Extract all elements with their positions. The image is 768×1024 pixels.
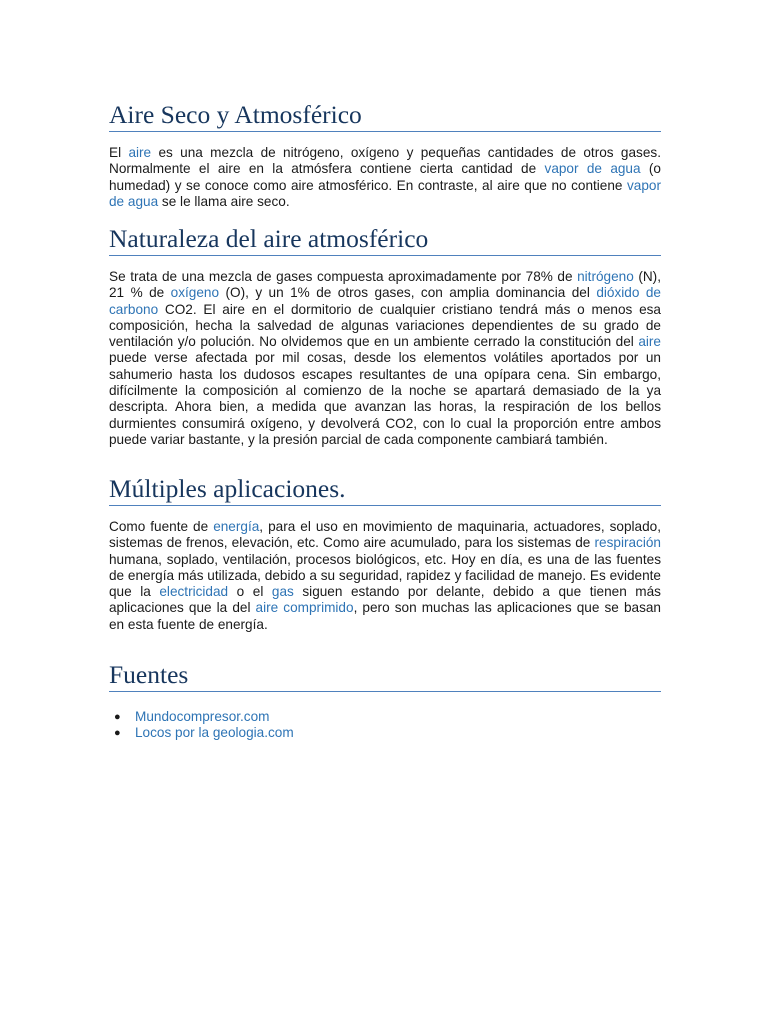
sources-list bbox=[109, 709, 661, 742]
paragraph-text: siguen estando por delante, debido a que tienen más aplicaciones que la del bbox=[109, 584, 665, 616]
inline-link[interactable]: dióxido de carbono bbox=[109, 285, 665, 317]
inline-link[interactable]: nitrógeno bbox=[577, 269, 634, 284]
paragraph-text: , para el uso en movimiento de maquinaria, actuadores, soplado, sistemas de frenos, elevación, etc. Como aire acumulado, para los sistemas de bbox=[109, 519, 665, 551]
paragraph-text: se le llama aire seco. bbox=[158, 193, 290, 209]
inline-link[interactable]: respiración bbox=[594, 535, 661, 551]
paragraph-text: humana, soplado, ventilación, procesos biológicos, etc. Hoy en día, es una de las fuentes de energía más utilizada, debido a su seguridad, rapidez y facilidad de manejo. Es evidente que la bbox=[109, 535, 665, 600]
paragraph-text: (N), 21 % de bbox=[109, 269, 665, 301]
inline-link[interactable]: vapor de agua bbox=[109, 177, 665, 209]
section-title: Fuentes bbox=[109, 660, 661, 692]
paragraph-text: El bbox=[109, 145, 129, 160]
paragraph-text: (o humedad) y se conoce como aire atmosférico. En contraste, al aire que no contiene bbox=[109, 161, 665, 193]
source-link[interactable]: Mundocompresor.com bbox=[135, 709, 270, 724]
paragraph-text: Como fuente de bbox=[109, 519, 214, 534]
inline-link[interactable]: gas bbox=[271, 584, 294, 600]
section-title: Múltiples aplicaciones. bbox=[109, 474, 661, 506]
paragraph-text: puede verse afectada por mil cosas, desde los elementos volátiles aportados por un sahumerio hasta los dudosos escapes resultantes de una opípara cena. Sin embargo, difícilmente la composición al comienzo de la noche se apartará demasiado de la ya descripta. Ahora bien, a medida que avanzan las horas, la respiración de los bellos durmientes consumirá oxígeno, y devolverá CO2, con lo cual la proporción entre ambos puede variar bastante, y la presión parcial de cada componente cambiará también. bbox=[109, 334, 665, 447]
section-title: Aire Seco y Atmosférico bbox=[109, 100, 661, 132]
section-aire-seco bbox=[109, 100, 665, 210]
inline-link[interactable]: aire bbox=[638, 334, 661, 350]
inline-link[interactable]: aire comprimido bbox=[255, 600, 354, 616]
source-item[interactable] bbox=[109, 709, 661, 725]
inline-link[interactable]: electricidad bbox=[159, 584, 229, 600]
section-aplicaciones bbox=[109, 474, 665, 633]
section-naturaleza bbox=[109, 224, 665, 448]
inline-link[interactable]: vapor de agua bbox=[544, 161, 641, 177]
paragraph-text: o el bbox=[228, 584, 272, 600]
inline-link[interactable]: energía bbox=[213, 519, 260, 534]
section-paragraph bbox=[109, 145, 665, 210]
section-paragraph bbox=[109, 519, 665, 633]
section-title: Naturaleza del aire atmosférico bbox=[109, 224, 661, 256]
inline-link[interactable]: oxígeno bbox=[170, 285, 220, 301]
paragraph-text: , pero son muchas las aplicaciones que se basan en esta fuente de energía. bbox=[109, 600, 665, 632]
bullet-icon: ● bbox=[114, 727, 121, 740]
source-link[interactable]: Locos por la geologia.com bbox=[135, 725, 294, 741]
paragraph-text: es una mezcla de nitrógeno, oxígeno y pequeñas cantidades de otros gases. Normalmente el aire en la atmósfera contiene cierta cantidad de bbox=[109, 145, 665, 177]
inline-link[interactable]: aire bbox=[128, 145, 152, 160]
paragraph-text: Se trata de una mezcla de gases compuesta aproximadamente por 78% de bbox=[109, 269, 578, 284]
section-fuentes bbox=[109, 660, 661, 742]
paragraph-text: CO2. El aire en el dormitorio de cualquier cristiano tendrá más o menos esa composición, hecha la salvedad de algunas variaciones dependientes de su grado de ventilación y/o polución. No olvidemos que en un ambiente cerrado la constitución del bbox=[109, 301, 665, 350]
section-paragraph bbox=[109, 269, 665, 448]
bullet-icon: ● bbox=[114, 711, 121, 723]
paragraph-text: (O), y un 1% de otros gases, con amplia dominancia del bbox=[219, 285, 597, 301]
source-item[interactable] bbox=[109, 725, 661, 741]
